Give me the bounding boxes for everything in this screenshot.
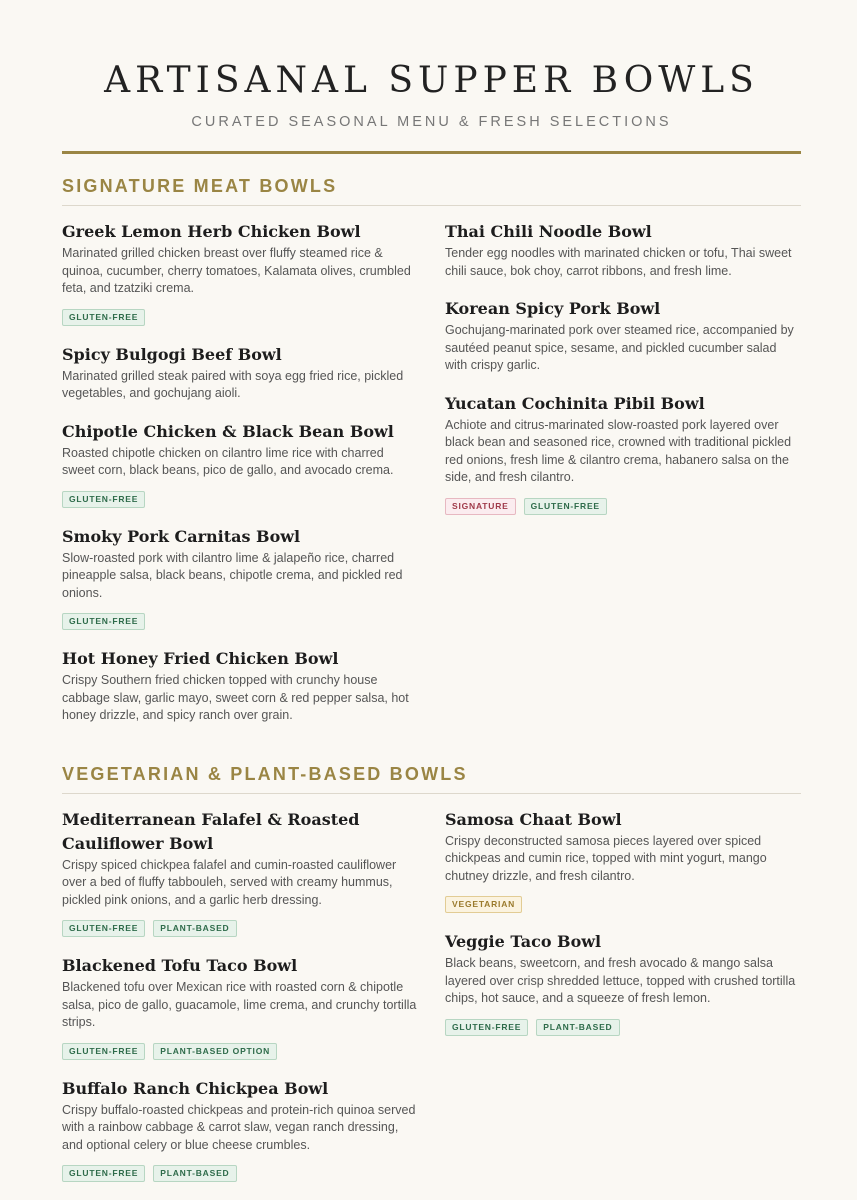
dietary-badge: GLUTEN-FREE (62, 309, 145, 326)
item-description: Marinated grilled chicken breast over fluffy steamed rice & quinoa, cucumber, cherry tomatoes, Kalamata olives, crumbled feta, and tzatziki crema. (62, 246, 411, 295)
item-description: Crispy Southern fried chicken topped with crunchy house cabbage slaw, garlic mayo, sweet corn & red pepper salsa, hot honey drizzle, and spicy ranch over grain. (62, 673, 409, 722)
item-description: Achiote and citrus-marinated slow-roasted pork layered over black bean and seasoned rice, crowned with traditional pickled red onions, fresh lime & cilantro crema, habanero salsa on the side, and fresh cilantro. (445, 417, 792, 484)
menu-item (62, 1077, 417, 1183)
item-tags (445, 498, 801, 515)
item-name: Mediterranean Falafel & Roasted Cauliflower Bowl (62, 809, 360, 853)
header-divider (62, 151, 801, 154)
dietary-badge: PLANT-BASED (153, 920, 236, 937)
item-name: Spicy Bulgogi Beef Bowl (62, 344, 282, 364)
dietary-badge: PLANT-BASED (536, 1019, 619, 1036)
menu-sections (62, 176, 801, 1199)
dietary-badge: PLANT-BASED OPTION (153, 1043, 277, 1060)
menu-item (62, 420, 417, 508)
menu-subtitle: CURATED SEASONAL MENU & FRESH SELECTIONS (191, 114, 672, 130)
item-description: Roasted chipotle chicken on cilantro lime rice with charred sweet corn, black beans, pico de gallo, and avocado crema. (62, 445, 394, 477)
dietary-badge: GLUTEN-FREE (62, 491, 145, 508)
item-name: Veggie Taco Bowl (445, 932, 602, 951)
menu-item (62, 808, 417, 938)
item-name: Thai Chili Noodle Bowl (445, 222, 652, 241)
menu-item (445, 297, 801, 375)
right-column (445, 808, 801, 1200)
item-name: Greek Lemon Herb Chicken Bowl (62, 222, 361, 241)
item-name: Chipotle Chicken & Black Bean Bowl (62, 421, 394, 441)
item-tags (62, 613, 417, 630)
item-description: Gochujang-marinated pork over steamed rice, accompanied by sautéed peanut spice, sesame, and pickled cucumber salad with crispy garlic. (445, 323, 794, 372)
item-tags (445, 1019, 801, 1036)
item-tags (62, 309, 417, 326)
item-name: Blackened Tofu Taco Bowl (62, 956, 298, 975)
item-tags (445, 896, 801, 913)
right-column (445, 220, 801, 742)
left-column (62, 220, 417, 742)
item-description: Blackened tofu over Mexican rice with roasted corn & chipotle salsa, pico de gallo, guacamole, lime crema, and crunchy tortilla strips. (62, 980, 417, 1029)
dietary-badge: GLUTEN-FREE (524, 498, 607, 515)
left-column (62, 808, 417, 1200)
dietary-badge: GLUTEN-FREE (445, 1019, 528, 1036)
item-description: Black beans, sweetcorn, and fresh avocado & mango salsa layered over crisp shredded lettuce, topped with crushed tortilla chips, hot sauce, and a squeeze of fresh lemon. (445, 956, 796, 1005)
item-description: Slow-roasted pork with cilantro lime & jalapeño rice, charred pineapple salsa, black beans, chipotle crema, and pickled red onions. (62, 550, 403, 600)
menu-item (445, 808, 801, 914)
item-name: Samosa Chaat Bowl (445, 809, 622, 829)
item-description: Crispy buffalo-roasted chickpeas and protein-rich quinoa served with a rainbow cabbage & carrot slaw, vegan ranch dressing, and optional celery or blue cheese crumbles. (62, 1102, 416, 1152)
item-description: Crispy spiced chickpea falafel and cumin-roasted cauliflower over a bed of fluffy tabbouleh, served with creamy hummus, pickled pink onions, and a garlic herb dressing. (62, 857, 397, 907)
item-description: Crispy deconstructed samosa pieces layered over spiced chickpeas and cumin rice, topped with mint yogurt, mango chutney drizzle, and fresh cilantro. (445, 833, 767, 883)
item-name: Hot Honey Fried Chicken Bowl (62, 649, 339, 668)
menu-item (62, 647, 417, 725)
item-description: Tender egg noodles with marinated chicken or tofu, Thai sweet chili sauce, bok choy, carrot ribbons, and fresh lime. (445, 246, 792, 278)
menu-item (62, 220, 417, 326)
menu-item (445, 220, 801, 280)
dietary-badge: GLUTEN-FREE (62, 1165, 145, 1182)
dietary-badge: GLUTEN-FREE (62, 920, 145, 937)
menu-item (445, 930, 801, 1036)
menu-title: ARTISANAL SUPPER BOWLS (104, 60, 759, 101)
menu-header (62, 0, 801, 154)
menu-section (62, 764, 801, 1200)
section-columns (62, 220, 801, 742)
item-tags (62, 1165, 417, 1182)
section-columns (62, 808, 801, 1200)
menu-item (62, 525, 417, 631)
dietary-badge: GLUTEN-FREE (62, 613, 145, 630)
dietary-badge: VEGETARIAN (445, 896, 522, 913)
item-tags (62, 1043, 417, 1060)
item-tags (62, 920, 417, 937)
item-tags (62, 491, 417, 508)
menu-item (445, 392, 801, 515)
section-title: VEGETARIAN & PLANT-BASED BOWLS (62, 764, 801, 794)
menu-item (62, 954, 417, 1060)
dietary-badge: PLANT-BASED (153, 1165, 236, 1182)
item-name: Yucatan Cochinita Pibil Bowl (445, 393, 705, 413)
item-name: Smoky Pork Carnitas Bowl (62, 526, 301, 546)
menu-section (62, 176, 801, 742)
menu-item (62, 343, 417, 403)
dietary-badge: SIGNATURE (445, 498, 516, 515)
item-description: Marinated grilled steak paired with soya egg fried rice, pickled vegetables, and gochujang aioli. (62, 368, 404, 400)
item-name: Korean Spicy Pork Bowl (445, 299, 661, 318)
item-name: Buffalo Ranch Chickpea Bowl (62, 1078, 329, 1098)
dietary-badge: GLUTEN-FREE (62, 1043, 145, 1060)
section-title: SIGNATURE MEAT BOWLS (62, 176, 801, 206)
